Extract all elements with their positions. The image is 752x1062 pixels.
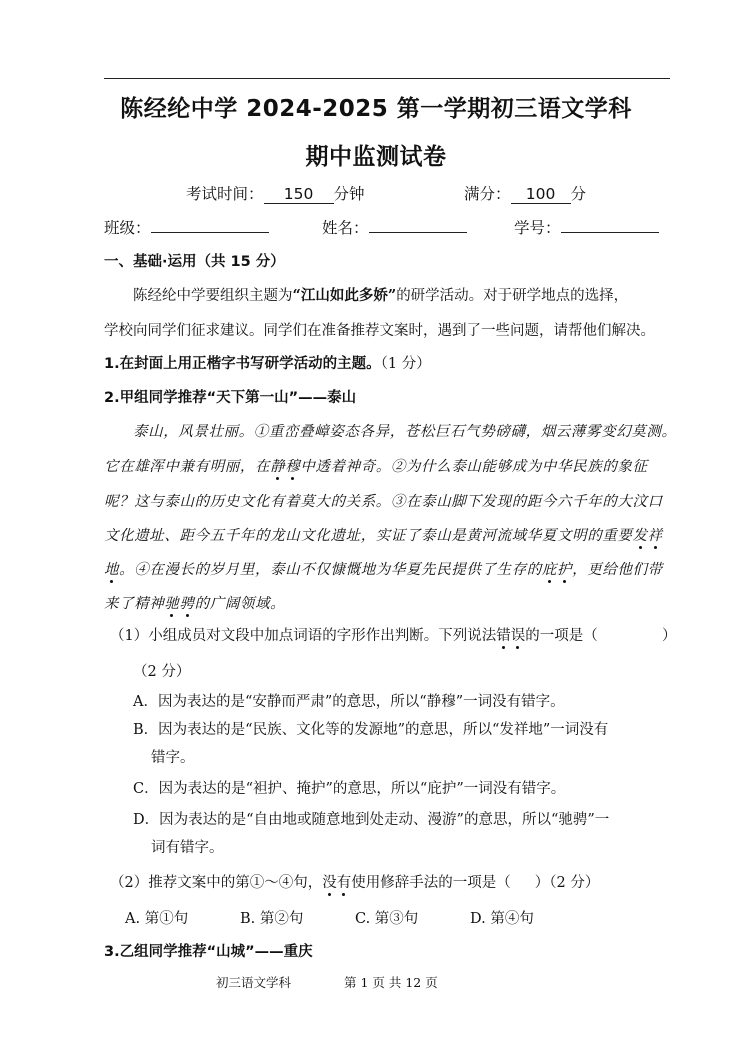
name-blank[interactable] (369, 216, 467, 233)
option-2d[interactable]: D. 第④句 (470, 911, 534, 927)
name-field (322, 216, 467, 238)
passage-line: 泰山，风景壮丽。①重峦叠嶂姿态各异，苍松巨石气势磅礴，烟云薄雾变幻莫测。 (133, 424, 677, 440)
option-a[interactable]: A．因为表达的是“安静而严肃”的意思，所以“静穆”一词没有错字。 (133, 694, 565, 710)
option-c[interactable]: C．因为表达的是“袒护、掩护”的意思，所以“庇护”一词没有错字。 (133, 781, 566, 797)
passage-line: 来了精神驰骋的广阔领域。 (104, 596, 286, 612)
sub-question-1: （1）小组成员对文段中加点词语的字形作出判断。下列说法错误的一项是（ (110, 628, 598, 644)
passage-line: 地。④在漫长的岁月里，泰山不仅慷慨地为华夏先民提供了生存的庇护，更给他们带 (104, 562, 663, 578)
full-score-label: 满分： (464, 185, 511, 203)
sub-question-1-close: ） (662, 628, 677, 644)
exam-time-unit: 分钟 (333, 185, 365, 203)
section1-intro-line1: 陈经纶中学要组织主题为“江山如此多娇”的研学活动。对于研学地点的选择， (133, 287, 629, 304)
class-blank[interactable] (151, 216, 269, 233)
section1-heading: 一、基础·运用（共 15 分） (104, 254, 285, 270)
question-1-points: （1 分） (380, 356, 431, 372)
full-score (464, 182, 586, 204)
full-score-value: 100 (511, 185, 571, 204)
class-label: 班级： (104, 219, 151, 237)
question-2-heading: 2.甲组同学推荐“天下第一山”——泰山 (104, 390, 357, 406)
option-2b[interactable]: B. 第②句 (240, 911, 304, 927)
exam-title-line2: 期中监测试卷 (305, 144, 447, 170)
option-2c[interactable]: C. 第③句 (355, 911, 419, 927)
student-id-blank[interactable] (561, 216, 659, 233)
exam-time (186, 182, 365, 204)
option-d[interactable]: D．因为表达的是“自由地或随意地到处走动、漫游”的意思，所以“驰骋”一 (133, 812, 610, 828)
passage-line: 文化遗址、距今五千年的龙山文化遗址，实证了泰山是黄河流域华夏文明的重要发祥 (104, 528, 663, 544)
theme-text: “江山如此多娇” (292, 287, 397, 304)
class-field (104, 216, 269, 238)
sub-question-1-points: （2 分） (133, 664, 191, 680)
exam-time-value: 150 (264, 185, 334, 204)
student-id-label: 学号： (514, 219, 561, 237)
exam-time-label: 考试时间： (186, 185, 264, 203)
full-score-unit: 分 (570, 185, 587, 203)
passage-line: 呢？这与泰山的历史文化有着莫大的关系。③在泰山脚下发现的距今六千年的大汶口 (104, 494, 663, 510)
sub-question-2: （2）推荐文案中的第①～④句，没有使用修辞手法的一项是（ ）（2 分） (110, 875, 600, 891)
question-1-text: 1.在封面上用正楷字书写研学活动的主题。 (104, 356, 381, 372)
exam-title-line1: 陈经纶中学 2024-2025 第一学期初三语文学科 (120, 96, 632, 122)
option-b[interactable]: B．因为表达的是“民族、文化等的发源地”的意思，所以“发祥地”一词没有 (133, 722, 609, 738)
student-id-field (514, 216, 659, 238)
option-b-cont: 错字。 (151, 750, 195, 766)
option-2a[interactable]: A. 第①句 (125, 911, 189, 927)
name-label: 姓名： (322, 219, 369, 237)
question-1 (104, 352, 431, 373)
question-3-heading: 3.乙组同学推荐“山城”——重庆 (104, 944, 313, 960)
top-rule (104, 78, 670, 79)
passage-line-text: 它在雄浑中兼有明丽，在 (104, 459, 271, 475)
option-d-cont: 词有错字。 (151, 840, 224, 856)
passage-line: 它在雄浑中兼有明丽，在静穆中透着神奇。②为什么泰山能够成为中华民族的象征 (104, 459, 648, 475)
section1-intro-line2: 学校向同学们征求建议。同学们在准备推荐文案时，遇到了一些问题，请帮他们解决。 (104, 323, 655, 339)
footer-page-info: 第 1 页 共 12 页 (344, 975, 438, 990)
footer-subject: 初三语文学科 (216, 975, 292, 990)
